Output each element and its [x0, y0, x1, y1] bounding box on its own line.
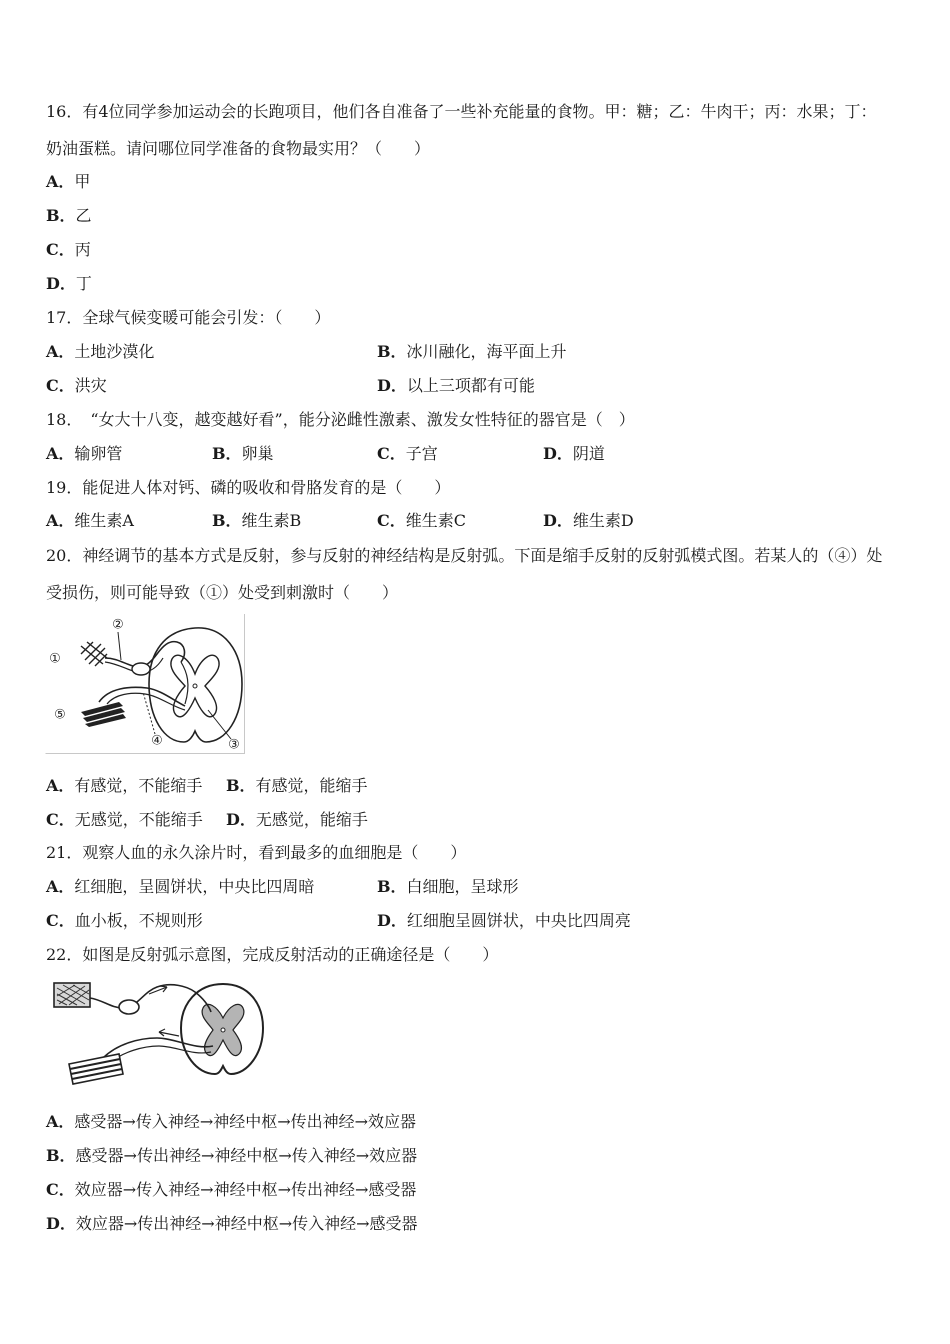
question-16-stem-line-1: 16．有4位同学参加运动会的长跑项目，他们各自准备了一些补充能量的食物。甲：糖；乙：牛肉干；丙：水果；丁： — [46, 102, 877, 121]
question-19-option-a — [46, 511, 134, 531]
option-label: B． — [46, 1146, 76, 1165]
reflex-arc-diagram-1 — [45, 614, 245, 754]
option-text: 效应器→传出神经→神经中枢→传入神经→感受器 — [75, 1214, 418, 1233]
question-17-option-a — [46, 342, 154, 362]
option-text: 无感觉，能缩手 — [255, 810, 368, 829]
central-canal — [221, 1028, 225, 1032]
option-text: 维生素C — [405, 511, 466, 530]
option-label: A． — [46, 444, 75, 463]
question-20-stem-line-2: 受损伤，则可能导致（①）处受到刺激时（ ） — [46, 583, 399, 602]
question-18-option-a — [46, 444, 122, 464]
option-label: B． — [377, 342, 407, 361]
option-text: 甲 — [74, 172, 91, 191]
question-17-option-c — [46, 376, 107, 396]
option-text: 丙 — [74, 240, 91, 259]
question-21-option-a — [46, 877, 314, 897]
question-18-option-d — [543, 444, 605, 464]
option-label: A． — [46, 172, 75, 191]
question-19-option-c — [377, 511, 466, 531]
option-text: 洪灾 — [74, 376, 107, 395]
effector-muscle — [69, 1054, 123, 1084]
reflex-arc-figure-unlabeled — [45, 978, 265, 1090]
label-effector: ⑤ — [54, 707, 66, 723]
question-19-option-b — [212, 511, 301, 531]
option-label: B． — [212, 511, 242, 530]
question-18-stem: 18． “女大十八变，越变越好看”，能分泌雌性激素、激发女性特征的器官是（ ） — [46, 410, 635, 429]
question-21-stem: 21．观察人血的永久涂片时，看到最多的血细胞是（ ） — [46, 843, 467, 862]
question-20-option-b — [226, 776, 368, 796]
question-22-option-a — [46, 1112, 416, 1132]
question-19-stem: 19．能促进人体对钙、磷的吸收和骨胳发育的是（ ） — [46, 478, 451, 497]
question-17-option-b — [377, 342, 567, 362]
question-21-option-b — [377, 877, 519, 897]
option-text: 效应器→传入神经→神经中枢→传出神经→感受器 — [74, 1180, 417, 1199]
label-efferent: ④ — [151, 733, 163, 749]
ganglion — [132, 663, 150, 675]
option-label: A． — [46, 877, 75, 896]
option-text: 冰川融化，海平面上升 — [406, 342, 567, 361]
question-22-stem: 22．如图是反射弧示意图，完成反射活动的正确途径是（ ） — [46, 945, 499, 964]
option-label: D． — [543, 511, 573, 530]
option-text: 血小板，不规则形 — [74, 911, 203, 930]
option-label: A． — [46, 776, 75, 795]
label-afferent: ② — [112, 617, 124, 633]
option-text: 维生素B — [241, 511, 302, 530]
question-22-option-d — [46, 1214, 418, 1234]
option-label: C． — [46, 810, 75, 829]
question-17-option-d — [377, 376, 535, 396]
question-16-option-a — [46, 172, 90, 192]
option-text: 乙 — [75, 206, 92, 225]
question-19-option-d — [543, 511, 634, 531]
question-21-option-d — [377, 911, 631, 931]
option-label: C． — [46, 1180, 75, 1199]
option-text: 感受器→传入神经→神经中枢→传出神经→效应器 — [74, 1112, 417, 1131]
option-text: 有感觉，能缩手 — [255, 776, 368, 795]
question-18-option-c — [377, 444, 438, 464]
option-text: 土地沙漠化 — [74, 342, 155, 361]
question-18-option-b — [212, 444, 274, 464]
question-17-stem: 17．全球气候变暖可能会引发：（ ） — [46, 308, 331, 327]
option-text: 无感觉，不能缩手 — [74, 810, 203, 829]
question-20-stem-line-1: 20．神经调节的基本方式是反射，参与反射的神经结构是反射弧。下面是缩手反射的反射弧模式图。若某人的（④）处 — [46, 546, 883, 565]
option-label: B． — [212, 444, 242, 463]
option-label: C． — [46, 911, 75, 930]
option-label: B． — [226, 776, 256, 795]
question-22-option-c — [46, 1180, 416, 1200]
option-label: D． — [377, 376, 407, 395]
question-20-option-d — [226, 810, 368, 830]
receptor-skin — [54, 983, 90, 1007]
receptor-hatch-2 — [81, 642, 107, 664]
option-text: 红细胞呈圆饼状，中央比四周亮 — [406, 911, 631, 930]
option-label: B． — [46, 206, 76, 225]
option-label: A． — [46, 511, 75, 530]
ganglion — [119, 1000, 139, 1014]
option-text: 感受器→传出神经→神经中枢→传入神经→效应器 — [75, 1146, 418, 1165]
option-text: 白细胞，呈球形 — [406, 877, 519, 896]
option-label: A． — [46, 342, 75, 361]
option-text: 有感觉，不能缩手 — [74, 776, 203, 795]
receptor-skin — [81, 642, 107, 666]
option-label: B． — [377, 877, 407, 896]
option-label: C． — [46, 240, 75, 259]
question-16-option-c — [46, 240, 91, 260]
option-text: 维生素A — [74, 511, 134, 530]
option-label: C． — [377, 444, 406, 463]
reflex-arc-figure-labeled — [45, 614, 245, 754]
effector-muscle — [81, 702, 126, 727]
question-16-stem-line-2: 奶油蛋糕。请问哪位同学准备的食物最实用？（ ） — [46, 139, 431, 158]
option-label: A． — [46, 1112, 75, 1131]
label-center: ③ — [228, 737, 240, 753]
option-label: D． — [46, 274, 76, 293]
option-label: C． — [46, 376, 75, 395]
option-text: 红细胞，呈圆饼状，中央比四周暗 — [74, 877, 315, 896]
question-21-option-c — [46, 911, 203, 931]
question-20-option-c — [46, 810, 203, 830]
option-text: 阴道 — [572, 444, 605, 463]
label-receptor: ① — [49, 651, 61, 667]
reflex-arc-diagram-2 — [45, 978, 265, 1090]
option-text: 维生素D — [572, 511, 634, 530]
option-label: D． — [226, 810, 256, 829]
option-label: D． — [377, 911, 407, 930]
option-text: 子宫 — [405, 444, 438, 463]
spinal-cord-outline — [149, 628, 242, 742]
option-label: D． — [46, 1214, 76, 1233]
option-label: D． — [543, 444, 573, 463]
question-22-option-b — [46, 1146, 417, 1166]
pointer-line-2 — [118, 632, 121, 660]
option-text: 输卵管 — [74, 444, 123, 463]
question-16-option-d — [46, 274, 92, 294]
option-text: 丁 — [75, 274, 92, 293]
option-text: 以上三项都有可能 — [406, 376, 535, 395]
question-16-option-b — [46, 206, 92, 226]
option-label: C． — [377, 511, 406, 530]
question-20-option-a — [46, 776, 202, 796]
option-text: 卵巢 — [241, 444, 274, 463]
